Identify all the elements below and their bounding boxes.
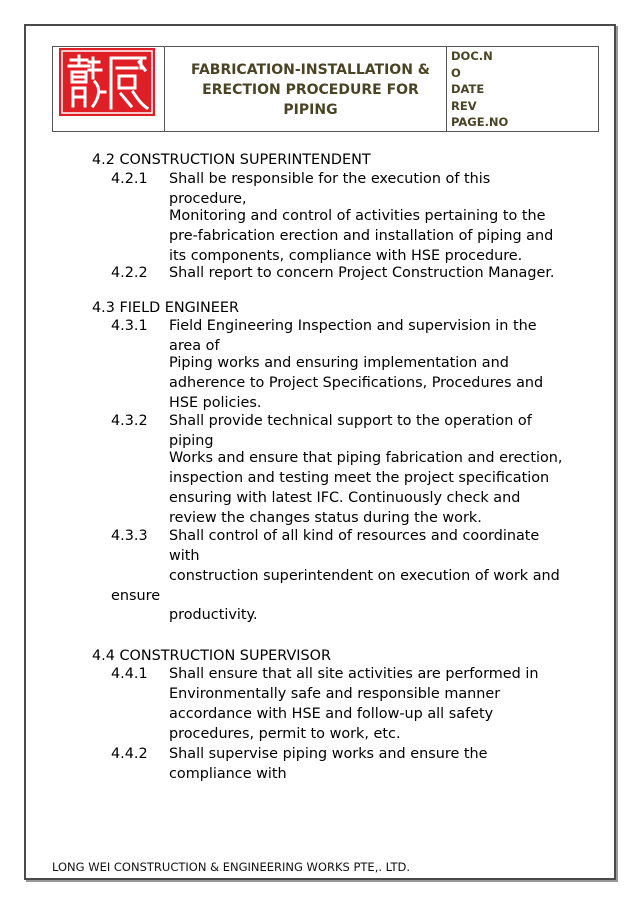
clause-line: Shall ensure that all site activities are performed in [169, 666, 539, 682]
clause-line: compliance with [169, 766, 287, 782]
clause-line: Field Engineering Inspection and supervision in the [169, 318, 537, 334]
section-heading-4-3: 4.3 FIELD ENGINEER [92, 300, 239, 316]
clause-line: Environmentally safe and responsible manner [169, 686, 501, 702]
clause-line: inspection and testing meet the project specification [169, 470, 550, 486]
clause-line: ensure [111, 588, 161, 604]
meta-date: DATE [451, 82, 485, 97]
clause-line: construction superintendent on execution of work and [169, 568, 560, 584]
meta-doc-no-part1: DOC.N [451, 49, 493, 63]
document-title: FABRICATION-INSTALLATION & ERECTION PROCEDURE FOR PIPING [190, 62, 431, 118]
section-heading-4-4: 4.4 CONSTRUCTION SUPERVISOR [92, 648, 332, 664]
section-heading-4-2: 4.2 CONSTRUCTION SUPERINTENDENT [92, 152, 371, 168]
document-header-table [52, 46, 599, 132]
clause-line: Shall report to concern Project Construction Manager. [169, 265, 555, 281]
clause-line: Shall control of all kind of resources and coordinate [169, 528, 540, 544]
clause-line: adherence to Project Specifications, Procedures and [169, 375, 544, 391]
document-title-cell [165, 47, 447, 131]
clause-line: area of [169, 338, 220, 354]
clause-line: Piping works and ensuring implementation and [169, 355, 509, 371]
meta-rev: REV [451, 98, 477, 113]
clause-line: Shall be responsible for the execution of this [169, 171, 491, 187]
clause-number-4-4-1: 4.4.1 [111, 666, 148, 682]
clause-line: with [169, 548, 200, 564]
clause-number-4-2-2: 4.2.2 [111, 265, 148, 281]
clause-line: Works and ensure that piping fabrication and erection, [169, 450, 563, 466]
clause-line: pre-fabrication erection and installation of piping and [169, 228, 554, 244]
clause-line: review the changes status during the work. [169, 510, 482, 526]
clause-line: Monitoring and control of activities pertaining to the [169, 208, 546, 224]
clause-line: ensuring with latest IFC. Continuously check and [169, 490, 521, 506]
clause-number-4-3-2: 4.3.2 [111, 413, 148, 429]
company-logo-seal [59, 48, 155, 116]
clause-number-4-3-3: 4.3.3 [111, 528, 148, 544]
clause-line: piping [169, 433, 214, 449]
clause-number-4-2-1: 4.2.1 [111, 171, 148, 187]
clause-line: productivity. [169, 607, 258, 623]
meta-doc-no-part2: O [451, 65, 461, 80]
clause-line: procedure, [169, 191, 247, 207]
clause-line: HSE policies. [169, 395, 262, 411]
clause-number-4-4-2: 4.4.2 [111, 746, 148, 762]
clause-line: Shall provide technical support to the operation of [169, 413, 532, 429]
clause-line: accordance with HSE and follow-up all safety [169, 706, 494, 722]
document-meta-cell [447, 47, 598, 131]
clause-line: its components, compliance with HSE procedure. [169, 248, 523, 264]
clause-line: procedures, permit to work, etc. [169, 726, 401, 742]
meta-page-no: PAGE.NO [451, 115, 509, 130]
logo-cell [53, 47, 165, 131]
page-footer-company: LONG WEI CONSTRUCTION & ENGINEERING WORKS PTE,. LTD. [52, 860, 411, 874]
clause-number-4-3-1: 4.3.1 [111, 318, 148, 334]
clause-line: Shall supervise piping works and ensure the [169, 746, 488, 762]
